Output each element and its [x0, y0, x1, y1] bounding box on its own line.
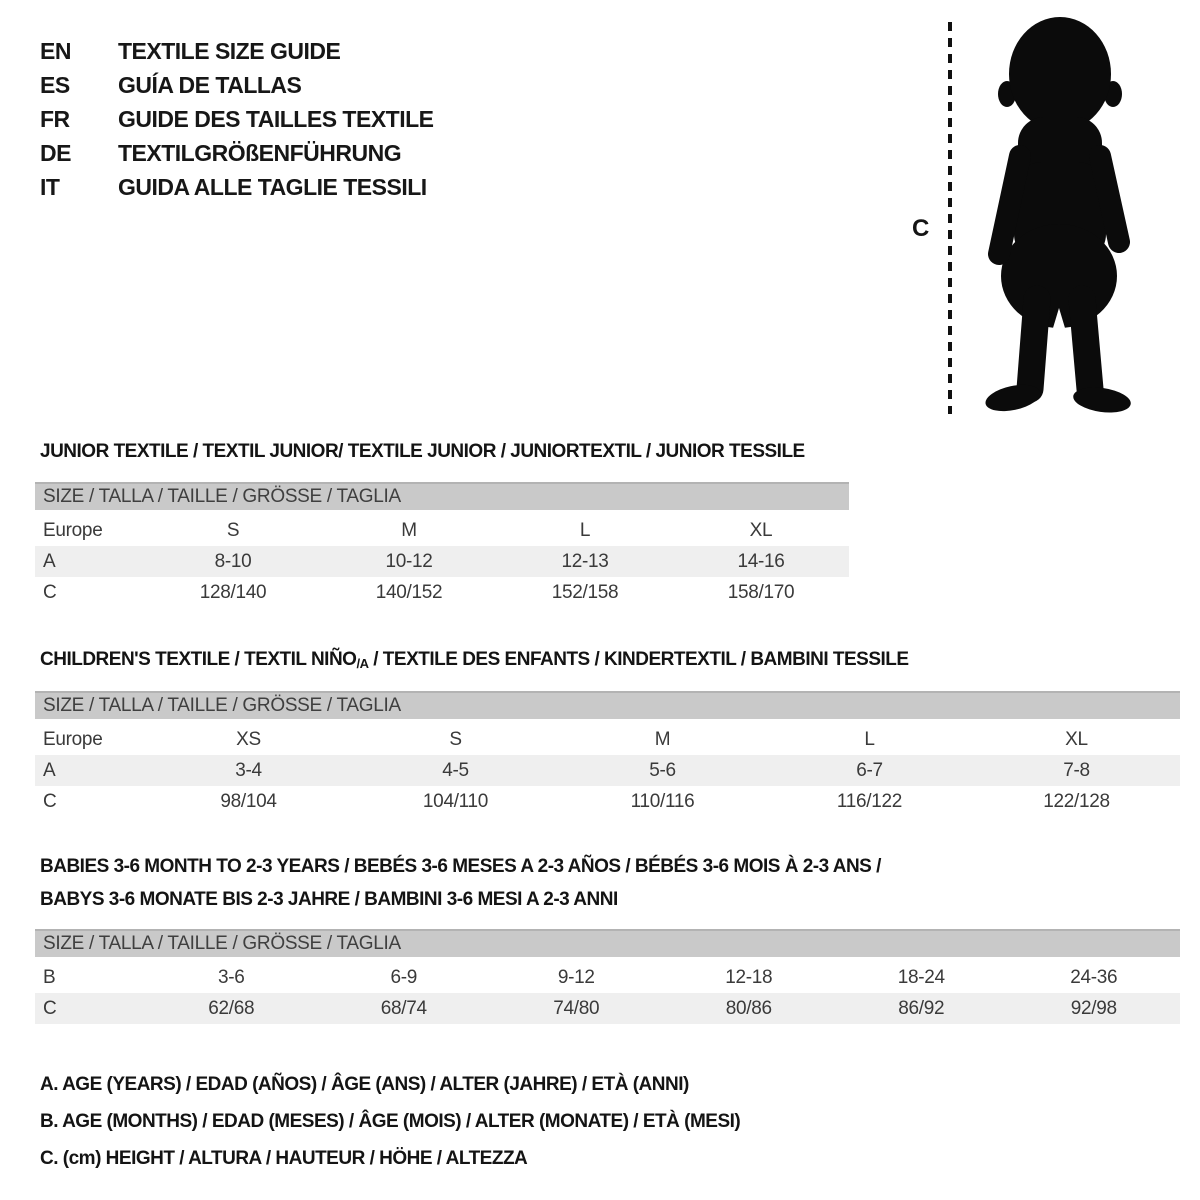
lang-title-es: GUÍA DE TALLAS [118, 72, 302, 98]
lang-title-it: GUIDA ALLE TAGLIE TESSILI [118, 174, 427, 200]
size-header-bar [35, 482, 849, 510]
legend-line-b: B. AGE (MONTHS) / EDAD (MESES) / ÂGE (MOIS) / ALTER (MONATE) / ETÀ (MESI) [40, 1111, 741, 1132]
size-cell: L [579, 519, 591, 541]
months-cell: 24-36 [1070, 966, 1118, 988]
height-cell: 122/128 [1043, 790, 1110, 812]
legend-line-c: C. (cm) HEIGHT / ALTURA / HAUTEUR / HÖHE / ALTEZZA [40, 1148, 528, 1169]
table-row-age [35, 755, 1180, 786]
lang-code-de: DE [40, 140, 71, 166]
table-row-height [35, 993, 1180, 1024]
age-cell: 4-5 [442, 759, 469, 781]
children-section-heading [40, 643, 909, 677]
row-label: C [43, 581, 57, 603]
children-heading-text-2: / TEXTILE DES ENFANTS / KINDERTEXTIL / BAMBINI TESSILE [368, 649, 909, 670]
table-row-height [35, 786, 1180, 817]
measure-legend [40, 1066, 740, 1177]
size-cell: XS [236, 728, 261, 750]
age-cell: 10-12 [385, 550, 433, 572]
table-row-height [35, 577, 849, 608]
junior-size-table [35, 482, 849, 608]
age-cell: 14-16 [737, 550, 785, 572]
age-cell: 6-7 [856, 759, 883, 781]
table-row-months [35, 962, 1180, 993]
table-row-europe [35, 724, 1180, 755]
toddler-body-shape [983, 17, 1132, 416]
babies-section-heading [40, 850, 881, 916]
row-label: Europe [43, 519, 103, 541]
months-cell: 9-12 [557, 966, 595, 988]
babies-size-table [35, 929, 1180, 1024]
children-heading-sub: /A [356, 656, 369, 671]
babies-heading-line1: BABIES 3-6 MONTH TO 2-3 YEARS / BEBÉS 3-6 MESES A 2-3 AÑOS / BÉBÉS 3-6 MOIS À 2-3 ANS / [40, 856, 881, 877]
age-cell: 8-10 [214, 550, 252, 572]
height-cell: 104/110 [422, 790, 489, 812]
height-cell: 68/74 [380, 997, 427, 1019]
height-measure-label: C [912, 215, 930, 242]
age-cell: 12-13 [561, 550, 609, 572]
table-row-europe [35, 515, 849, 546]
size-cell: XL [749, 519, 773, 541]
height-cell: 158/170 [727, 581, 795, 603]
age-cell: 3-4 [235, 759, 262, 781]
size-header-label: SIZE / TALLA / TAILLE / GRÖSSE / TAGLIA [43, 486, 401, 507]
height-cell: 74/80 [553, 997, 600, 1019]
size-header-label: SIZE / TALLA / TAILLE / GRÖSSE / TAGLIA [43, 933, 401, 954]
lang-title-en: TEXTILE SIZE GUIDE [118, 38, 341, 64]
height-cell: 62/68 [208, 997, 255, 1019]
toddler-silhouette-icon [935, 14, 1145, 420]
row-label: C [43, 997, 57, 1019]
size-cell: XL [1065, 728, 1088, 750]
row-label: C [43, 790, 57, 812]
height-cell: 86/92 [898, 997, 945, 1019]
size-header-label: SIZE / TALLA / TAILLE / GRÖSSE / TAGLIA [43, 695, 401, 716]
size-cell: M [401, 519, 417, 541]
lang-code-es: ES [40, 72, 70, 98]
children-size-table [35, 691, 1180, 817]
row-label: B [43, 966, 56, 988]
size-cell: S [449, 728, 462, 750]
language-title-list [40, 34, 434, 204]
height-cell: 92/98 [1070, 997, 1117, 1019]
row-label: Europe [43, 728, 103, 750]
height-cell: 110/116 [630, 790, 695, 812]
size-header-bar [35, 691, 1180, 719]
lang-code-en: EN [40, 38, 71, 64]
height-cell: 140/152 [375, 581, 443, 603]
height-cell: 152/158 [551, 581, 619, 603]
table-row-age [35, 546, 849, 577]
months-cell: 12-18 [725, 966, 773, 988]
size-cell: S [226, 519, 240, 541]
months-cell: 6-9 [390, 966, 418, 988]
children-heading-text: CHILDREN'S TEXTILE / TEXTIL NIÑO [40, 649, 357, 670]
junior-section-heading: JUNIOR TEXTILE / TEXTIL JUNIOR/ TEXTILE JUNIOR / JUNIORTEXTIL / JUNIOR TESSILE [40, 441, 805, 462]
months-cell: 18-24 [897, 966, 945, 988]
age-cell: 7-8 [1063, 759, 1090, 781]
lang-code-fr: FR [40, 106, 70, 132]
age-cell: 5-6 [649, 759, 676, 781]
legend-line-a: A. AGE (YEARS) / EDAD (AÑOS) / ÂGE (ANS) / ALTER (JAHRE) / ETÀ (ANNI) [40, 1074, 689, 1095]
babies-heading-line2: BABYS 3-6 MONATE BIS 2-3 JAHRE / BAMBINI 3-6 MESI A 2-3 ANNI [40, 889, 618, 910]
row-label: A [43, 759, 56, 781]
lang-title-de: TEXTILGRÖßENFÜHRUNG [118, 140, 402, 166]
height-cell: 128/140 [199, 581, 267, 603]
row-label: A [43, 550, 56, 572]
size-header-bar [35, 929, 1180, 957]
height-cell: 98/104 [220, 790, 277, 812]
lang-code-it: IT [40, 174, 60, 200]
size-cell: L [864, 728, 875, 750]
lang-title-fr: GUIDE DES TAILLES TEXTILE [118, 106, 434, 132]
months-cell: 3-6 [217, 966, 245, 988]
height-cell: 80/86 [725, 997, 772, 1019]
size-cell: M [654, 728, 671, 750]
height-cell: 116/122 [836, 790, 903, 812]
